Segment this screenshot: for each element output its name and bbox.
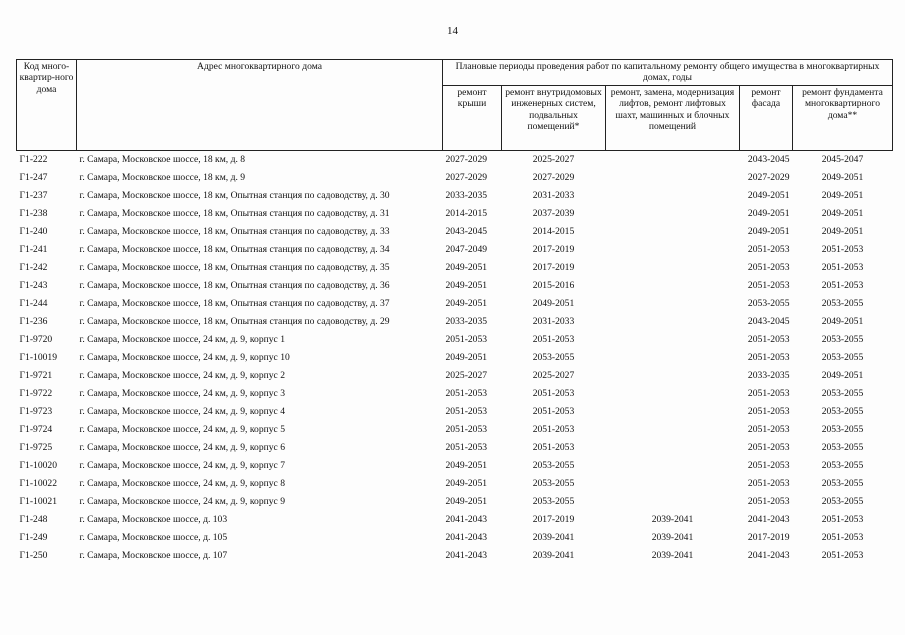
cell-foundation: 2053-2055	[821, 423, 864, 435]
cell-facade: 2049-2051	[747, 225, 790, 237]
cell-roof: 2049-2051	[445, 495, 488, 507]
cell-foundation: 2049-2051	[821, 225, 864, 237]
cell-systems: 2053-2055	[532, 495, 575, 507]
cell-foundation: 2051-2053	[821, 243, 864, 255]
cell-facade: 2051-2053	[747, 261, 790, 273]
cell-lifts	[606, 367, 740, 385]
cell-systems: 2051-2053	[532, 423, 575, 435]
cell-address: г. Самара, Московское шоссе, 18 км, Опытная станция по садоводству, д. 37	[79, 297, 390, 309]
cell-systems: 2015-2016	[532, 279, 575, 291]
cell-foundation: 2045-2047	[821, 153, 864, 165]
cell-facade: 2051-2053	[747, 459, 790, 471]
cell-systems: 2053-2055	[532, 351, 575, 363]
table-row	[17, 295, 893, 313]
cell-code: Г1-237	[19, 189, 48, 201]
cell-address: г. Самара, Московское шоссе, д. 107	[79, 549, 228, 561]
cell-code: Г1-10021	[19, 495, 58, 507]
header-roof: ремонт крыши	[443, 85, 502, 150]
header-periods: Плановые периоды проведения работ по капитальному ремонту общего имущества в многоквартирных домах, годы	[443, 60, 893, 86]
cell-lifts	[606, 421, 740, 439]
cell-facade: 2051-2053	[747, 477, 790, 489]
table-row	[17, 241, 893, 259]
cell-systems: 2031-2033	[532, 189, 575, 201]
cell-roof: 2049-2051	[445, 459, 488, 471]
cell-systems: 2027-2029	[532, 171, 575, 183]
cell-foundation: 2053-2055	[821, 333, 864, 345]
cell-address: г. Самара, Московское шоссе, 18 км, Опытная станция по садоводству, д. 35	[79, 261, 390, 273]
cell-roof: 2049-2051	[445, 297, 488, 309]
cell-facade: 2051-2053	[747, 405, 790, 417]
cell-lifts	[606, 493, 740, 511]
cell-roof: 2027-2029	[445, 171, 488, 183]
cell-lifts	[606, 385, 740, 403]
table-row	[17, 457, 893, 475]
cell-lifts	[606, 187, 740, 205]
capital-repair-table	[16, 59, 893, 565]
cell-systems: 2051-2053	[532, 441, 575, 453]
cell-roof: 2049-2051	[445, 261, 488, 273]
cell-systems: 2039-2041	[532, 549, 575, 561]
cell-code: Г1-9720	[19, 333, 53, 345]
cell-address: г. Самара, Московское шоссе, 18 км, Опытная станция по садоводству, д. 30	[79, 189, 390, 201]
cell-address: г. Самара, Московское шоссе, 18 км, Опытная станция по садоводству, д. 34	[79, 243, 390, 255]
cell-code: Г1-222	[19, 153, 48, 165]
page-number: 14	[447, 25, 458, 37]
cell-foundation: 2053-2055	[821, 405, 864, 417]
cell-code: Г1-9725	[19, 441, 53, 453]
cell-roof: 2025-2027	[445, 369, 488, 381]
cell-code: Г1-247	[19, 171, 48, 183]
table-row	[17, 421, 893, 439]
cell-facade: 2041-2043	[747, 513, 790, 525]
cell-code: Г1-240	[19, 225, 48, 237]
cell-address: г. Самара, Московское шоссе, д. 105	[79, 531, 228, 543]
cell-code: Г1-250	[19, 549, 48, 561]
cell-facade: 2017-2019	[747, 531, 790, 543]
cell-foundation: 2049-2051	[821, 369, 864, 381]
cell-lifts	[606, 223, 740, 241]
cell-address: г. Самара, Московское шоссе, 24 км, д. 9, корпус 7	[79, 459, 286, 471]
cell-systems: 2051-2053	[532, 405, 575, 417]
cell-lifts	[606, 475, 740, 493]
table-row	[17, 529, 893, 547]
cell-address: г. Самара, Московское шоссе, 18 км, Опытная станция по садоводству, д. 29	[79, 315, 390, 327]
cell-lifts	[606, 457, 740, 475]
cell-roof: 2014-2015	[445, 207, 488, 219]
cell-foundation: 2053-2055	[821, 495, 864, 507]
table-row	[17, 367, 893, 385]
table-row	[17, 493, 893, 511]
cell-facade: 2051-2053	[747, 351, 790, 363]
table-row	[17, 385, 893, 403]
cell-lifts	[606, 150, 740, 169]
cell-roof: 2027-2029	[445, 153, 488, 165]
cell-code: Г1-10022	[19, 477, 58, 489]
cell-roof: 2049-2051	[445, 477, 488, 489]
cell-systems: 2031-2033	[532, 315, 575, 327]
cell-address: г. Самара, Московское шоссе, д. 103	[79, 513, 228, 525]
cell-roof: 2033-2035	[445, 189, 488, 201]
cell-foundation: 2049-2051	[821, 171, 864, 183]
cell-facade: 2053-2055	[747, 297, 790, 309]
cell-facade: 2027-2029	[747, 171, 790, 183]
cell-foundation: 2053-2055	[821, 297, 864, 309]
table-row	[17, 277, 893, 295]
cell-code: Г1-243	[19, 279, 48, 291]
table-row	[17, 511, 893, 529]
cell-roof: 2051-2053	[445, 333, 488, 345]
cell-facade: 2043-2045	[747, 315, 790, 327]
cell-code: Г1-10020	[19, 459, 58, 471]
cell-address: г. Самара, Московское шоссе, 24 км, д. 9, корпус 3	[79, 387, 286, 399]
table-row	[17, 331, 893, 349]
cell-systems: 2017-2019	[532, 513, 575, 525]
cell-lifts	[606, 241, 740, 259]
cell-systems: 2017-2019	[532, 261, 575, 273]
cell-address: г. Самара, Московское шоссе, 18 км, Опытная станция по садоводству, д. 33	[79, 225, 390, 237]
cell-facade: 2051-2053	[747, 423, 790, 435]
cell-systems: 2025-2027	[532, 153, 575, 165]
cell-foundation: 2053-2055	[821, 441, 864, 453]
cell-address: г. Самара, Московское шоссе, 18 км, д. 9	[79, 171, 246, 183]
cell-roof: 2043-2045	[445, 225, 488, 237]
cell-foundation: 2049-2051	[821, 207, 864, 219]
cell-roof: 2047-2049	[445, 243, 488, 255]
cell-code: Г1-9722	[19, 387, 53, 399]
cell-code: Г1-9723	[19, 405, 53, 417]
cell-roof: 2049-2051	[445, 351, 488, 363]
cell-lifts	[606, 205, 740, 223]
cell-facade: 2043-2045	[747, 153, 790, 165]
cell-lifts	[606, 349, 740, 367]
cell-code: Г1-241	[19, 243, 48, 255]
cell-address: г. Самара, Московское шоссе, 24 км, д. 9, корпус 6	[79, 441, 286, 453]
table-row	[17, 547, 893, 565]
header-address: Адрес многоквартирного дома	[77, 60, 443, 151]
cell-lifts	[606, 403, 740, 421]
cell-code: Г1-248	[19, 513, 48, 525]
cell-code: Г1-242	[19, 261, 48, 273]
cell-lifts	[606, 169, 740, 187]
cell-systems: 2037-2039	[532, 207, 575, 219]
cell-foundation: 2051-2053	[821, 513, 864, 525]
cell-lifts: 2039-2041	[651, 531, 694, 543]
cell-foundation: 2051-2053	[821, 279, 864, 291]
cell-address: г. Самара, Московское шоссе, 24 км, д. 9, корпус 8	[79, 477, 286, 489]
cell-foundation: 2053-2055	[821, 459, 864, 471]
cell-roof: 2051-2053	[445, 423, 488, 435]
cell-facade: 2051-2053	[747, 495, 790, 507]
cell-address: г. Самара, Московское шоссе, 24 км, д. 9, корпус 10	[79, 351, 290, 363]
cell-code: Г1-244	[19, 297, 48, 309]
cell-lifts	[606, 439, 740, 457]
cell-facade: 2049-2051	[747, 189, 790, 201]
table-row	[17, 475, 893, 493]
cell-systems: 2051-2053	[532, 387, 575, 399]
cell-systems: 2053-2055	[532, 477, 575, 489]
cell-address: г. Самара, Московское шоссе, 18 км, Опытная станция по садоводству, д. 36	[79, 279, 390, 291]
cell-code: Г1-236	[19, 315, 48, 327]
cell-lifts	[606, 313, 740, 331]
header-facade: ремонт фасада	[740, 85, 793, 150]
cell-systems: 2039-2041	[532, 531, 575, 543]
cell-facade: 2041-2043	[747, 549, 790, 561]
table-row	[17, 187, 893, 205]
cell-facade: 2033-2035	[747, 369, 790, 381]
cell-roof: 2041-2043	[445, 549, 488, 561]
table-row	[17, 169, 893, 187]
cell-systems: 2025-2027	[532, 369, 575, 381]
table-row	[17, 259, 893, 277]
cell-foundation: 2051-2053	[821, 531, 864, 543]
cell-foundation: 2049-2051	[821, 315, 864, 327]
cell-roof: 2033-2035	[445, 315, 488, 327]
cell-systems: 2014-2015	[532, 225, 575, 237]
cell-address: г. Самара, Московское шоссе, 18 км, Опытная станция по садоводству, д. 31	[79, 207, 390, 219]
table-row	[17, 439, 893, 457]
cell-facade: 2051-2053	[747, 387, 790, 399]
cell-facade: 2051-2053	[747, 279, 790, 291]
cell-roof: 2041-2043	[445, 513, 488, 525]
header-systems: ремонт внутридомовых инженерных систем, подвальных помещений*	[502, 85, 606, 150]
cell-lifts: 2039-2041	[651, 513, 694, 525]
header-lifts: ремонт, замена, модернизация лифтов, ремонт лифтовых шахт, машинных и блочных помещений	[606, 85, 740, 150]
cell-roof: 2051-2053	[445, 405, 488, 417]
cell-address: г. Самара, Московское шоссе, 24 км, д. 9, корпус 4	[79, 405, 286, 417]
cell-code: Г1-10019	[19, 351, 58, 363]
cell-code: Г1-9721	[19, 369, 53, 381]
cell-code: Г1-9724	[19, 423, 53, 435]
table-row	[17, 205, 893, 223]
cell-roof: 2041-2043	[445, 531, 488, 543]
cell-facade: 2049-2051	[747, 207, 790, 219]
table-row	[17, 150, 893, 169]
table-row	[17, 223, 893, 241]
table-row	[17, 349, 893, 367]
table-row	[17, 403, 893, 421]
cell-address: г. Самара, Московское шоссе, 18 км, д. 8	[79, 153, 246, 165]
cell-code: Г1-249	[19, 531, 48, 543]
cell-foundation: 2051-2053	[821, 549, 864, 561]
cell-facade: 2051-2053	[747, 441, 790, 453]
cell-facade: 2051-2053	[747, 333, 790, 345]
cell-address: г. Самара, Московское шоссе, 24 км, д. 9, корпус 2	[79, 369, 286, 381]
cell-code: Г1-238	[19, 207, 48, 219]
cell-facade: 2051-2053	[747, 243, 790, 255]
cell-foundation: 2053-2055	[821, 477, 864, 489]
header-foundation: ремонт фундамента многоквартирного дома**	[793, 85, 893, 150]
cell-foundation: 2051-2053	[821, 261, 864, 273]
cell-lifts	[606, 277, 740, 295]
cell-foundation: 2053-2055	[821, 351, 864, 363]
cell-lifts: 2039-2041	[651, 549, 694, 561]
cell-foundation: 2053-2055	[821, 387, 864, 399]
cell-roof: 2049-2051	[445, 279, 488, 291]
cell-foundation: 2049-2051	[821, 189, 864, 201]
cell-systems: 2053-2055	[532, 459, 575, 471]
cell-systems: 2049-2051	[532, 297, 575, 309]
table-row	[17, 313, 893, 331]
cell-lifts	[606, 259, 740, 277]
cell-lifts	[606, 331, 740, 349]
cell-address: г. Самара, Московское шоссе, 24 км, д. 9, корпус 9	[79, 495, 286, 507]
cell-lifts	[606, 295, 740, 313]
cell-roof: 2051-2053	[445, 387, 488, 399]
cell-roof: 2051-2053	[445, 441, 488, 453]
cell-address: г. Самара, Московское шоссе, 24 км, д. 9, корпус 5	[79, 423, 286, 435]
cell-systems: 2051-2053	[532, 333, 575, 345]
header-code: Код много-квартир-ного дома	[17, 60, 77, 151]
cell-systems: 2017-2019	[532, 243, 575, 255]
cell-address: г. Самара, Московское шоссе, 24 км, д. 9, корпус 1	[79, 333, 286, 345]
